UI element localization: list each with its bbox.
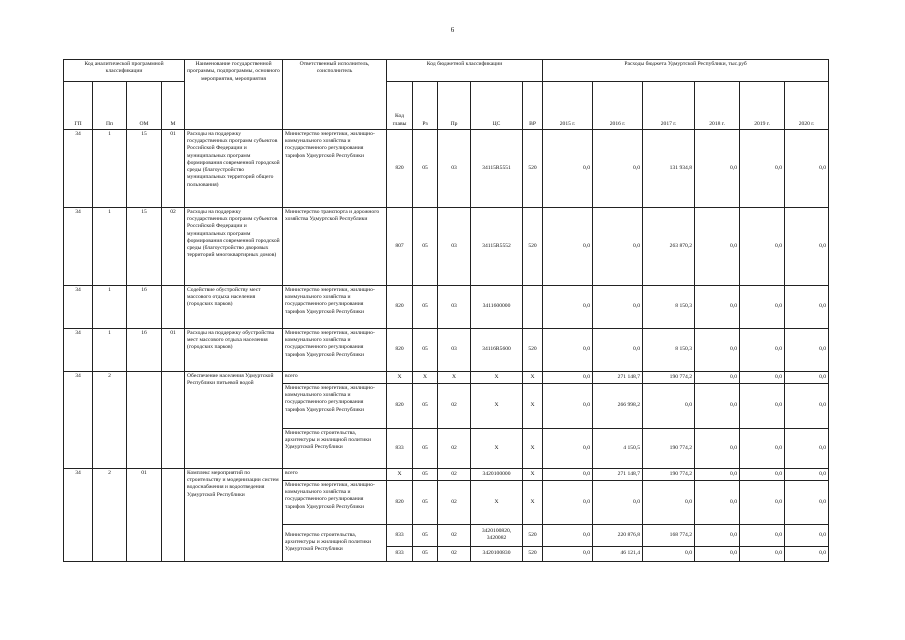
cell-om: 15 [127, 207, 162, 285]
cell-2015: 0,0 [543, 129, 593, 207]
cell-vr: X [523, 428, 543, 468]
cell-responsible: всего [283, 371, 387, 383]
cell-2018: 0,0 [695, 546, 740, 561]
cell-vr [523, 285, 543, 328]
cell-pr: 02 [438, 546, 471, 561]
cell-rz: 05 [413, 207, 438, 285]
cell-2020: 0,0 [785, 524, 829, 546]
cell-2019: 0,0 [740, 328, 785, 371]
cell-2018: 0,0 [695, 207, 740, 285]
cell-responsible: Министерство энергетики, жилищно-коммунального хозяйства и государственного регулирования тарифов Удмуртской Республики [283, 285, 387, 328]
cell-rz: 05 [413, 428, 438, 468]
cell-vr: 520 [523, 207, 543, 285]
cell-responsible: Министерство энергетики, жилищно-коммунального хозяйства и государственного регулирования тарифов Удмуртской Республики [283, 328, 387, 371]
cell-responsible: Министерство транспорта и дорожного хозяйства Удмуртской Республики [283, 207, 387, 285]
cell-m [162, 371, 185, 468]
cell-2017: 190 774,2 [643, 468, 695, 480]
cell-pr: 03 [438, 285, 471, 328]
cell-vr: X [523, 468, 543, 480]
cell-rz: 05 [413, 383, 438, 428]
cell-2015: 0,0 [543, 328, 593, 371]
header-2018: 2018 г. [695, 82, 740, 130]
cell-2017: 8 150,3 [643, 285, 695, 328]
cell-m: 02 [162, 207, 185, 285]
cell-pp: 1 [93, 285, 127, 328]
cell-2019: 0,0 [740, 383, 785, 428]
cell-pr: 02 [438, 383, 471, 428]
cell-kod: 820 [387, 328, 413, 371]
cell-2015: 0,0 [543, 383, 593, 428]
cell-responsible: всего [283, 468, 387, 480]
cell-2019: 0,0 [740, 129, 785, 207]
cell-program-name: Содействие обустройству мест массового отдыха населения (городских парков) [185, 285, 283, 328]
cell-pp: 1 [93, 129, 127, 207]
cell-2017: 0,0 [643, 383, 695, 428]
header-gp: ГП [64, 120, 93, 130]
cell-rz: X [413, 371, 438, 383]
header-2020: 2020 г. [785, 82, 829, 130]
cell-rz: 05 [413, 129, 438, 207]
cell-2020: 0,0 [785, 428, 829, 468]
cell-2015: 0,0 [543, 285, 593, 328]
cell-2016: 271 148,7 [593, 371, 643, 383]
cell-kod: 833 [387, 428, 413, 468]
cell-2017: 0,0 [643, 546, 695, 561]
budget-table [63, 59, 829, 562]
cell-program-name: Расходы на поддержку государственных программ субъектов Российской Федерации и муниципальных программ формирования современной городской среды (благоустройство муниципальных территорий общего пользования) [185, 129, 283, 207]
cell-2018: 0,0 [695, 328, 740, 371]
cell-pp: 2 [93, 371, 127, 468]
cell-pr: 03 [438, 129, 471, 207]
cell-cs: 34115R5552 [471, 207, 523, 285]
cell-2019: 0,0 [740, 468, 785, 480]
cell-2016: 271 148,7 [593, 468, 643, 480]
cell-2016: 0,0 [593, 285, 643, 328]
header-2016: 2016 г. [593, 82, 643, 130]
cell-2016: 0,0 [593, 480, 643, 524]
cell-cs: 3420100830 [471, 546, 523, 561]
cell-kod: 820 [387, 285, 413, 328]
cell-vr: 520 [523, 328, 543, 371]
cell-2016: 0,0 [593, 129, 643, 207]
cell-2019: 0,0 [740, 371, 785, 383]
cell-2015: 0,0 [543, 428, 593, 468]
table-row [64, 468, 829, 480]
cell-2018: 0,0 [695, 383, 740, 428]
cell-2020: 0,0 [785, 328, 829, 371]
cell-2020: 0,0 [785, 383, 829, 428]
cell-om: 01 [127, 468, 162, 561]
cell-cs: 3420100820, 3420082 [471, 524, 523, 546]
cell-cs: X [471, 383, 523, 428]
cell-gp: 34 [64, 328, 93, 371]
cell-2019: 0,0 [740, 428, 785, 468]
cell-pp: 2 [93, 468, 127, 561]
table-row [64, 328, 829, 371]
cell-2017: 8 150,3 [643, 328, 695, 371]
cell-2017: 131 934,8 [643, 129, 695, 207]
cell-2016: 220 876,8 [593, 524, 643, 546]
header-vr: ВР [523, 82, 543, 130]
cell-responsible: Министерство строительства, архитектуры и жилищной политики Удмуртской Республики [283, 524, 387, 561]
header-om: ОМ [127, 120, 162, 130]
cell-kod: 833 [387, 546, 413, 561]
table-row [64, 129, 829, 207]
cell-2017: 190 774,2 [643, 428, 695, 468]
cell-pr: 02 [438, 468, 471, 480]
cell-2015: 0,0 [543, 480, 593, 524]
cell-gp: 34 [64, 371, 93, 468]
cell-2018: 0,0 [695, 468, 740, 480]
cell-2018: 0,0 [695, 428, 740, 468]
cell-vr: X [523, 480, 543, 524]
cell-2019: 0,0 [740, 524, 785, 546]
cell-2020: 0,0 [785, 129, 829, 207]
header-expenses: Расходы бюджета Удмуртской Республики, тыс.руб [543, 60, 829, 82]
cell-m: 01 [162, 328, 185, 371]
cell-responsible: Министерство энергетики, жилищно-коммунального хозяйства и государственного регулирования тарифов Удмуртской Республики [283, 480, 387, 524]
cell-pp: 1 [93, 207, 127, 285]
cell-kod: 820 [387, 480, 413, 524]
cell-cs: 3420100000 [471, 468, 523, 480]
cell-cs: 34116R5600 [471, 328, 523, 371]
cell-gp: 34 [64, 207, 93, 285]
cell-2018: 0,0 [695, 285, 740, 328]
cell-program-name: Расходы на поддержку государственных программ субъектов Российской Федерации и муниципальных программ формирования современной городской среды (благоустройство дворовых территорий многоквартирных домов) [185, 207, 283, 285]
cell-2019: 0,0 [740, 285, 785, 328]
header-responsible: Ответственный исполнитель, соисполнитель [283, 60, 387, 130]
header-pr: Пр [438, 82, 471, 130]
cell-2015: 0,0 [543, 207, 593, 285]
cell-vr: 520 [523, 524, 543, 546]
cell-kod: X [387, 468, 413, 480]
header-budget-code: Код бюджетной классификации [387, 60, 543, 82]
cell-2020: 0,0 [785, 546, 829, 561]
cell-kod: 820 [387, 129, 413, 207]
page-number: 6 [450, 26, 455, 34]
cell-gp: 34 [64, 285, 93, 328]
cell-2015: 0,0 [543, 524, 593, 546]
cell-pr: 03 [438, 328, 471, 371]
header-row-2 [64, 82, 829, 120]
cell-2016: 0,0 [593, 328, 643, 371]
header-m: М [162, 120, 185, 130]
cell-2020: 0,0 [785, 468, 829, 480]
cell-pr: 02 [438, 428, 471, 468]
cell-2016: 266 998,2 [593, 383, 643, 428]
header-kod-glavy: Код главы [387, 82, 413, 130]
header-2015: 2015 г. [543, 82, 593, 130]
cell-m [162, 468, 185, 561]
cell-2018: 0,0 [695, 129, 740, 207]
cell-rz: 05 [413, 285, 438, 328]
cell-m: 01 [162, 129, 185, 207]
cell-2020: 0,0 [785, 371, 829, 383]
cell-program-name: Обеспечение населения Удмуртской Республики питьевой водой [185, 371, 283, 468]
cell-vr: 520 [523, 546, 543, 561]
cell-2019: 0,0 [740, 546, 785, 561]
cell-cs: X [471, 480, 523, 524]
cell-2020: 0,0 [785, 285, 829, 328]
cell-2017: 0,0 [643, 480, 695, 524]
cell-m [162, 285, 185, 328]
header-2019: 2019 г. [740, 82, 785, 130]
cell-2016: 4 150,5 [593, 428, 643, 468]
header-cs: ЦС [471, 82, 523, 130]
cell-kod: 820 [387, 383, 413, 428]
cell-responsible: Министерство строительства, архитектуры и жилищной политики Удмуртской Республики [283, 428, 387, 468]
cell-2017: 190 774,2 [643, 371, 695, 383]
cell-vr: 520 [523, 129, 543, 207]
cell-2019: 0,0 [740, 480, 785, 524]
cell-2015: 0,0 [543, 546, 593, 561]
cell-cs: X [471, 371, 523, 383]
cell-program-name: Комплекс мероприятий по строительству и модернизации систем водоснабжения и водоотведения Удмуртской Республики [185, 468, 283, 561]
cell-pr: X [438, 371, 471, 383]
cell-2018: 0,0 [695, 371, 740, 383]
cell-rz: 05 [413, 468, 438, 480]
cell-om: 16 [127, 328, 162, 371]
cell-2019: 0,0 [740, 207, 785, 285]
cell-2020: 0,0 [785, 207, 829, 285]
header-analytic-code: Код аналитической программной классификации [64, 60, 185, 82]
cell-cs: X [471, 428, 523, 468]
cell-responsible: Министерство энергетики, жилищно-коммунального хозяйства и государственного регулирования тарифов Удмуртской Республики [283, 129, 387, 207]
cell-pr: 02 [438, 480, 471, 524]
header-rz: Рз [413, 82, 438, 130]
cell-om: 16 [127, 285, 162, 328]
cell-vr: X [523, 371, 543, 383]
cell-cs: 34115R5551 [471, 129, 523, 207]
cell-gp: 34 [64, 468, 93, 561]
table-row [64, 207, 829, 285]
header-pp: Пп [93, 120, 127, 130]
cell-kod: 833 [387, 524, 413, 546]
header-2017: 2017 г. [643, 82, 695, 130]
cell-rz: 05 [413, 524, 438, 546]
cell-2017: 263 870,2 [643, 207, 695, 285]
cell-kod: X [387, 371, 413, 383]
cell-pr: 02 [438, 524, 471, 546]
cell-2015: 0,0 [543, 371, 593, 383]
cell-cs: 3411600000 [471, 285, 523, 328]
header-program-name: Наименование государственной программы, подпрограммы, основного мероприятия, мероприятия [185, 60, 283, 130]
cell-responsible: Министерство энергетики, жилищно-коммунального хозяйства и государственного регулирования тарифов Удмуртской Республики [283, 383, 387, 428]
cell-2017: 168 774,2 [643, 524, 695, 546]
cell-program-name: Расходы на поддержку обустройства мест массового отдыха населения (городских парков) [185, 328, 283, 371]
cell-gp: 34 [64, 129, 93, 207]
cell-2016: 46 121,4 [593, 546, 643, 561]
table-row [64, 371, 829, 383]
cell-pr: 03 [438, 207, 471, 285]
header-row-1 [64, 60, 829, 82]
cell-2015: 0,0 [543, 468, 593, 480]
cell-rz: 05 [413, 328, 438, 371]
cell-pp: 1 [93, 328, 127, 371]
cell-2018: 0,0 [695, 480, 740, 524]
cell-2016: 0,0 [593, 207, 643, 285]
cell-om: 15 [127, 129, 162, 207]
cell-om [127, 371, 162, 468]
cell-kod: 807 [387, 207, 413, 285]
cell-2018: 0,0 [695, 524, 740, 546]
cell-rz: 05 [413, 546, 438, 561]
cell-rz: 05 [413, 480, 438, 524]
cell-vr: X [523, 383, 543, 428]
table-row [64, 285, 829, 328]
cell-2020: 0,0 [785, 480, 829, 524]
